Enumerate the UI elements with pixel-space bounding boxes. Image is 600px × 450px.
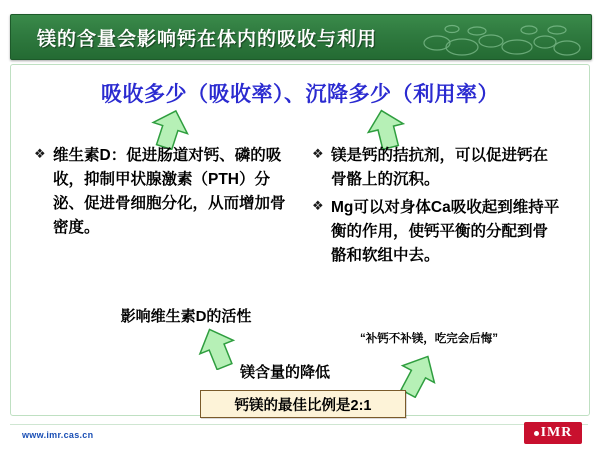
page-title: 镁的含量会影响钙在体内的吸收与利用 (37, 29, 378, 50)
right-bullet-list (312, 144, 562, 272)
quote-text: “补钙不补镁，吃完会后悔” (360, 333, 498, 345)
list-item (312, 196, 562, 268)
footer-divider (10, 424, 588, 425)
list-item (312, 144, 562, 192)
imr-logo (524, 422, 582, 444)
headline: 吸收多少（吸收率）、沉降多少（利用率） (101, 83, 499, 106)
list-item-label: Mg可以对身体Ca吸收起到维持平衡的作用，使钙平衡的分配到骨骼和软组中去。 (331, 199, 560, 265)
title-bar (10, 14, 592, 60)
logo-text: IMR (540, 425, 573, 440)
diamond-bullet-icon: ❖ (312, 198, 324, 214)
list-item (34, 144, 286, 240)
footer-url[interactable]: www.imr.cas.cn (22, 430, 94, 440)
list-item-label: 镁是钙的拮抗剂，可以促进钙在骨骼上的沉积。 (331, 147, 549, 189)
diamond-bullet-icon: ❖ (312, 146, 324, 161)
diamond-bullet-icon: ❖ (34, 146, 46, 161)
logo-dot-icon (534, 431, 539, 436)
label-vitamin-d-activity: 影响维生素D的活性 (120, 308, 252, 325)
bubbles-decoration (417, 17, 587, 59)
ratio-callout-box: 钙镁的最佳比例是2:1 (200, 390, 406, 418)
left-bullet-list (34, 144, 286, 244)
label-magnesium-decrease: 镁含量的降低 (239, 364, 330, 381)
list-item-label: 维生素D：促进肠道对钙、磷的吸收，抑制甲状腺激素（PTH）分泌、促进骨细胞分化，从而增加骨密度。 (53, 147, 286, 237)
